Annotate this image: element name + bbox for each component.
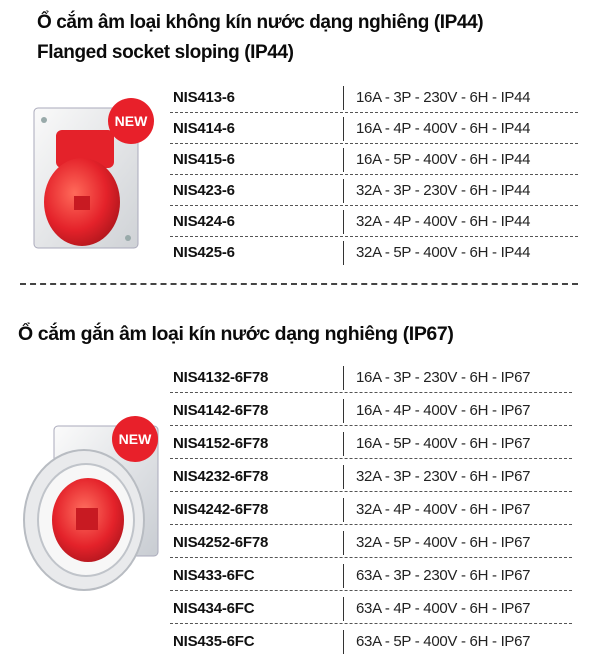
table-row [0, 82, 600, 113]
product-spec: 32A - 3P - 230V - 6H - IP67 [356, 468, 531, 485]
new-badge: NEW [112, 416, 158, 462]
product-code: NIS433-6FC [173, 567, 255, 584]
product-spec: 32A - 5P - 400V - 6H - IP67 [356, 534, 531, 551]
product-code: NIS413-6 [173, 89, 235, 106]
product-code: NIS4252-6F78 [173, 534, 269, 551]
section-divider [20, 283, 578, 285]
table-row [0, 144, 600, 175]
table-row [0, 113, 600, 144]
product-code: NIS4152-6F78 [173, 435, 269, 452]
table-row [0, 626, 600, 657]
product-code: NIS414-6 [173, 120, 235, 137]
table-row [0, 428, 600, 459]
table-row [0, 461, 600, 492]
product-spec: 32A - 5P - 400V - 6H - IP44 [356, 244, 531, 261]
section1-title-en: Flanged socket sloping (IP44) [37, 42, 294, 63]
product-spec: 16A - 4P - 400V - 6H - IP67 [356, 402, 531, 419]
product-spec: 32A - 3P - 230V - 6H - IP44 [356, 182, 531, 199]
product-spec: 16A - 3P - 230V - 6H - IP67 [356, 369, 531, 386]
table-row [0, 362, 600, 393]
product-spec: 32A - 4P - 400V - 6H - IP44 [356, 213, 531, 230]
product-code: NIS4242-6F78 [173, 501, 269, 518]
table-row [0, 237, 600, 268]
table-row [0, 206, 600, 237]
product-code: NIS4132-6F78 [173, 369, 269, 386]
product-spec: 16A - 3P - 230V - 6H - IP44 [356, 89, 531, 106]
table-row [0, 560, 600, 591]
product-spec: 63A - 3P - 230V - 6H - IP67 [356, 567, 531, 584]
product-code: NIS423-6 [173, 182, 235, 199]
product-spec: 63A - 5P - 400V - 6H - IP67 [356, 633, 531, 650]
new-badge: NEW [108, 98, 154, 144]
section1-title-vi: Ổ cắm âm loại không kín nước dạng nghiêng (IP44) [37, 12, 484, 33]
product-code: NIS4142-6F78 [173, 402, 269, 419]
product-spec: 16A - 4P - 400V - 6H - IP44 [356, 120, 531, 137]
section2-title-vi: Ổ cắm gắn âm loại kín nước dạng nghiêng (IP67) [18, 323, 454, 345]
product-code: NIS434-6FC [173, 600, 255, 617]
product-spec: 63A - 4P - 400V - 6H - IP67 [356, 600, 531, 617]
product-spec: 16A - 5P - 400V - 6H - IP67 [356, 435, 531, 452]
table-row [0, 527, 600, 558]
table-row [0, 593, 600, 624]
product-code: NIS415-6 [173, 151, 235, 168]
table-row [0, 395, 600, 426]
product-code: NIS424-6 [173, 213, 235, 230]
table-row [0, 175, 600, 206]
product-code: NIS4232-6F78 [173, 468, 269, 485]
table-row [0, 494, 600, 525]
product-spec: 16A - 5P - 400V - 6H - IP44 [356, 151, 531, 168]
product-spec: 32A - 4P - 400V - 6H - IP67 [356, 501, 531, 518]
product-code: NIS435-6FC [173, 633, 255, 650]
product-code: NIS425-6 [173, 244, 235, 261]
